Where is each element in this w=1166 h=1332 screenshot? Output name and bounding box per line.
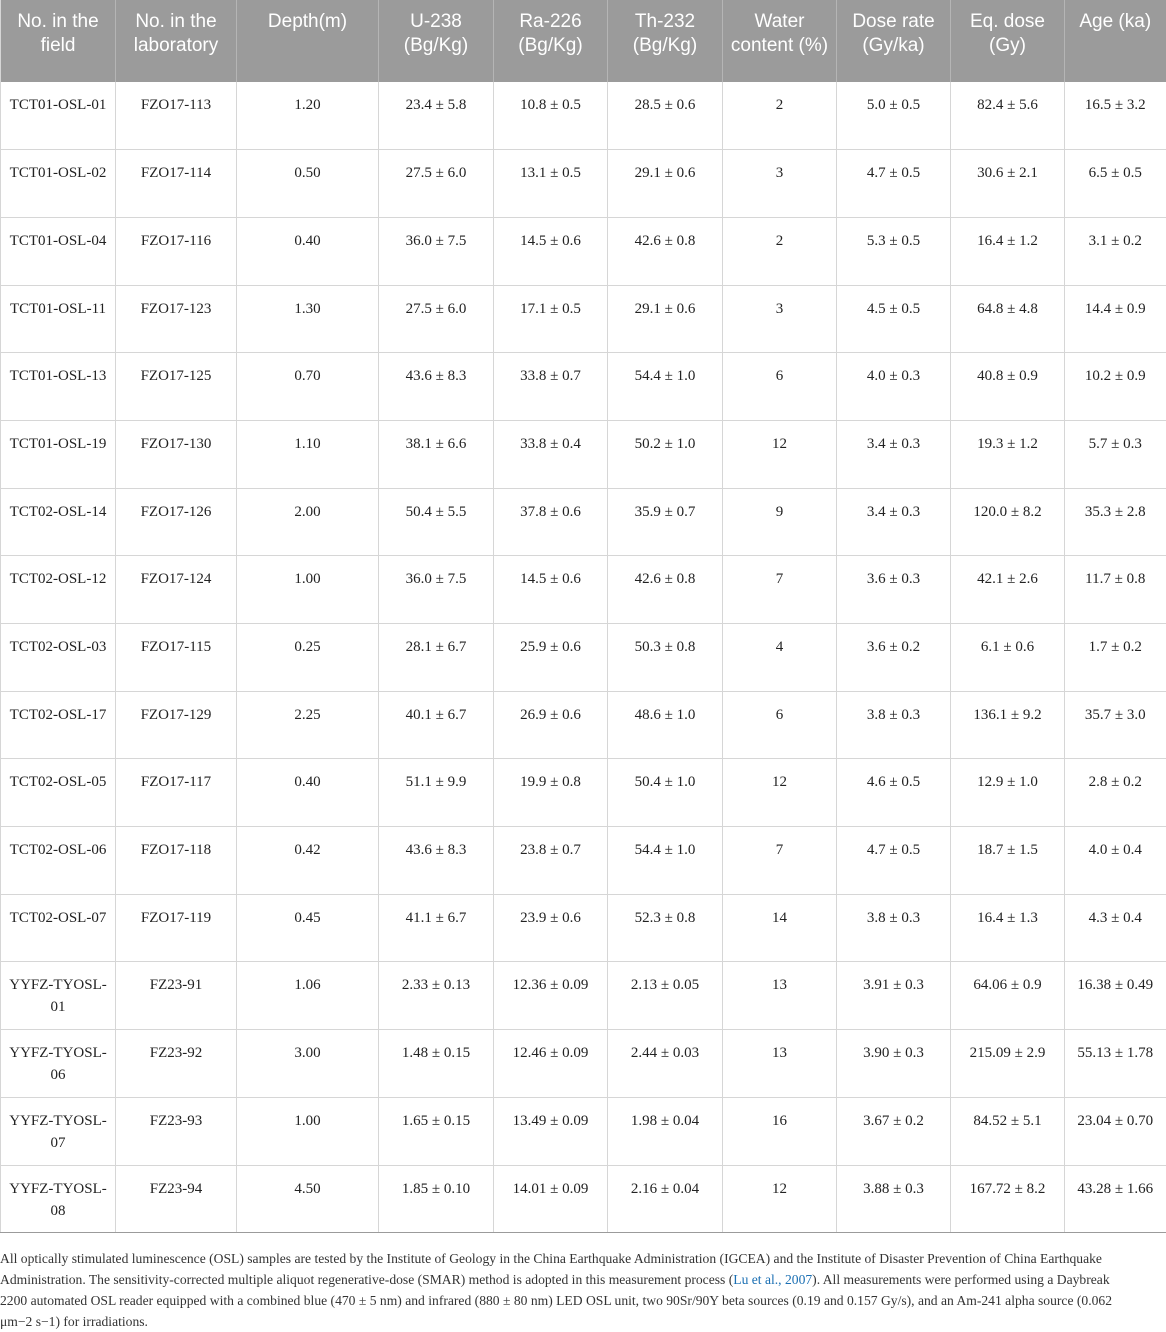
table-cell: TCT02-OSL-14 <box>1 488 116 556</box>
table-cell: 12.9 ± 1.0 <box>951 759 1065 827</box>
footnote-text-after: ). All measurements were performed using a Daybreak 2200 automated OSL reader equipped with a combined blue (470 ± 5 nm) and infrared (880 ± 80 nm) LED OSL unit, two 90Sr/90Y beta sources (0.19 and 0.157 Gy/s), and an Am-241 alpha source (0.062 μm−2 s−1) for irradiations. <box>0 1272 1112 1329</box>
table-cell: TCT01-OSL-13 <box>1 353 116 421</box>
table-cell: YYFZ-TYOSL-08 <box>1 1165 116 1233</box>
table-cell: 167.72 ± 8.2 <box>951 1165 1065 1233</box>
table-cell: 51.1 ± 9.9 <box>379 759 494 827</box>
table-cell: 2.8 ± 0.2 <box>1065 759 1166 827</box>
table-cell: 50.4 ± 5.5 <box>379 488 494 556</box>
table-cell: 2 <box>723 82 837 150</box>
table-cell: 54.4 ± 1.0 <box>608 827 723 895</box>
table-cell: 2.44 ± 0.03 <box>608 1030 723 1098</box>
table-cell: 23.8 ± 0.7 <box>494 827 608 895</box>
table-cell: 5.7 ± 0.3 <box>1065 420 1166 488</box>
table-cell: 2.16 ± 0.04 <box>608 1165 723 1233</box>
table-cell: FZO17-124 <box>116 556 237 624</box>
table-row <box>1 488 1166 556</box>
table-cell: 35.7 ± 3.0 <box>1065 691 1166 759</box>
table-cell: 3.4 ± 0.3 <box>837 488 951 556</box>
column-header: Eq. dose (Gy) <box>951 0 1065 82</box>
table-cell: 64.8 ± 4.8 <box>951 285 1065 353</box>
table-cell: 3.8 ± 0.3 <box>837 691 951 759</box>
table-cell: 6.1 ± 0.6 <box>951 624 1065 692</box>
table-cell: 4.0 ± 0.4 <box>1065 827 1166 895</box>
table-row <box>1 1165 1166 1233</box>
table-cell: 33.8 ± 0.7 <box>494 353 608 421</box>
table-cell: 1.10 <box>237 420 379 488</box>
table-cell: 35.9 ± 0.7 <box>608 488 723 556</box>
table-cell: 3.88 ± 0.3 <box>837 1165 951 1233</box>
table-cell: 13.1 ± 0.5 <box>494 150 608 218</box>
table-cell: 84.52 ± 5.1 <box>951 1097 1065 1165</box>
table-cell: TCT01-OSL-11 <box>1 285 116 353</box>
table-cell: 1.7 ± 0.2 <box>1065 624 1166 692</box>
table-cell: FZO17-119 <box>116 894 237 962</box>
table-cell: 13 <box>723 1030 837 1098</box>
table-cell: 52.3 ± 0.8 <box>608 894 723 962</box>
table-cell: 0.25 <box>237 624 379 692</box>
table-cell: 1.85 ± 0.10 <box>379 1165 494 1233</box>
table-cell: 16.4 ± 1.2 <box>951 217 1065 285</box>
table-cell: 4 <box>723 624 837 692</box>
table-cell: 54.4 ± 1.0 <box>608 353 723 421</box>
column-header: No. in the field <box>1 0 116 82</box>
table-cell: YYFZ-TYOSL-06 <box>1 1030 116 1098</box>
table-cell: 36.0 ± 7.5 <box>379 217 494 285</box>
table-cell: 16.38 ± 0.49 <box>1065 962 1166 1030</box>
table-cell: 37.8 ± 0.6 <box>494 488 608 556</box>
column-header: Th-232 (Bg/Kg) <box>608 0 723 82</box>
table-cell: TCT01-OSL-04 <box>1 217 116 285</box>
table-cell: 0.45 <box>237 894 379 962</box>
table-cell: TCT01-OSL-19 <box>1 420 116 488</box>
column-header: Ra-226 (Bg/Kg) <box>494 0 608 82</box>
table-cell: FZ23-91 <box>116 962 237 1030</box>
table-cell: 1.20 <box>237 82 379 150</box>
table-cell: FZO17-117 <box>116 759 237 827</box>
table-cell: 14.4 ± 0.9 <box>1065 285 1166 353</box>
table-row <box>1 420 1166 488</box>
table-cell: FZO17-118 <box>116 827 237 895</box>
table-cell: 28.5 ± 0.6 <box>608 82 723 150</box>
table-cell: 1.00 <box>237 556 379 624</box>
table-cell: 3 <box>723 150 837 218</box>
table-cell: 40.1 ± 6.7 <box>379 691 494 759</box>
table-cell: 2.33 ± 0.13 <box>379 962 494 1030</box>
table-row <box>1 353 1166 421</box>
table-cell: FZO17-115 <box>116 624 237 692</box>
table-cell: 4.5 ± 0.5 <box>837 285 951 353</box>
table-cell: 23.9 ± 0.6 <box>494 894 608 962</box>
table-cell: 12 <box>723 1165 837 1233</box>
table-cell: YYFZ-TYOSL-07 <box>1 1097 116 1165</box>
table-cell: 12 <box>723 420 837 488</box>
table-cell: 6 <box>723 353 837 421</box>
table-cell: 35.3 ± 2.8 <box>1065 488 1166 556</box>
table-row <box>1 556 1166 624</box>
table-cell: FZ23-94 <box>116 1165 237 1233</box>
table-cell: 82.4 ± 5.6 <box>951 82 1065 150</box>
table-cell: 3.4 ± 0.3 <box>837 420 951 488</box>
table-cell: FZO17-113 <box>116 82 237 150</box>
table-cell: TCT02-OSL-03 <box>1 624 116 692</box>
table-cell: 16 <box>723 1097 837 1165</box>
table-cell: 29.1 ± 0.6 <box>608 285 723 353</box>
table-cell: 27.5 ± 6.0 <box>379 285 494 353</box>
table-cell: 23.4 ± 5.8 <box>379 82 494 150</box>
table-cell: 3.90 ± 0.3 <box>837 1030 951 1098</box>
table-footnote <box>0 1248 1135 1332</box>
table-cell: 12.46 ± 0.09 <box>494 1030 608 1098</box>
table-cell: TCT02-OSL-07 <box>1 894 116 962</box>
table-row <box>1 759 1166 827</box>
table-cell: 5.3 ± 0.5 <box>837 217 951 285</box>
column-header: Age (ka) <box>1065 0 1166 82</box>
table-cell: 4.7 ± 0.5 <box>837 827 951 895</box>
table-cell: 2.25 <box>237 691 379 759</box>
table-cell: 2 <box>723 217 837 285</box>
table-cell: 23.04 ± 0.70 <box>1065 1097 1166 1165</box>
table-cell: FZO17-129 <box>116 691 237 759</box>
citation-link[interactable]: Lu et al., 2007 <box>733 1272 813 1287</box>
table-cell: FZO17-116 <box>116 217 237 285</box>
table-cell: 3.1 ± 0.2 <box>1065 217 1166 285</box>
table-cell: FZO17-130 <box>116 420 237 488</box>
table-cell: FZ23-93 <box>116 1097 237 1165</box>
table-cell: FZO17-126 <box>116 488 237 556</box>
table-row <box>1 894 1166 962</box>
table-cell: 4.3 ± 0.4 <box>1065 894 1166 962</box>
table-cell: 48.6 ± 1.0 <box>608 691 723 759</box>
table-cell: 64.06 ± 0.9 <box>951 962 1065 1030</box>
table-cell: 3.6 ± 0.3 <box>837 556 951 624</box>
table-cell: 7 <box>723 827 837 895</box>
table-cell: 3.6 ± 0.2 <box>837 624 951 692</box>
table-cell: 0.70 <box>237 353 379 421</box>
table-cell: FZ23-92 <box>116 1030 237 1098</box>
table-cell: TCT01-OSL-02 <box>1 150 116 218</box>
table-cell: 4.0 ± 0.3 <box>837 353 951 421</box>
table-cell: 2.13 ± 0.05 <box>608 962 723 1030</box>
table-cell: 5.0 ± 0.5 <box>837 82 951 150</box>
table-cell: 136.1 ± 9.2 <box>951 691 1065 759</box>
table-cell: 19.9 ± 0.8 <box>494 759 608 827</box>
table-cell: 19.3 ± 1.2 <box>951 420 1065 488</box>
table-cell: 3.91 ± 0.3 <box>837 962 951 1030</box>
table-cell: 40.8 ± 0.9 <box>951 353 1065 421</box>
table-row <box>1 82 1166 150</box>
table-cell: 0.42 <box>237 827 379 895</box>
table-row <box>1 1030 1166 1098</box>
table-cell: 18.7 ± 1.5 <box>951 827 1065 895</box>
table-cell: FZO17-125 <box>116 353 237 421</box>
table-row <box>1 1097 1166 1165</box>
table-cell: 0.50 <box>237 150 379 218</box>
table-cell: 3.8 ± 0.3 <box>837 894 951 962</box>
table-cell: 26.9 ± 0.6 <box>494 691 608 759</box>
table-body <box>1 82 1166 1233</box>
table-cell: 1.06 <box>237 962 379 1030</box>
table-cell: 43.6 ± 8.3 <box>379 827 494 895</box>
table-cell: 41.1 ± 6.7 <box>379 894 494 962</box>
table-cell: 4.7 ± 0.5 <box>837 150 951 218</box>
table-cell: 50.2 ± 1.0 <box>608 420 723 488</box>
table-cell: FZO17-114 <box>116 150 237 218</box>
table-row <box>1 691 1166 759</box>
table-cell: 38.1 ± 6.6 <box>379 420 494 488</box>
table-cell: TCT02-OSL-17 <box>1 691 116 759</box>
table-cell: 7 <box>723 556 837 624</box>
table-cell: 10.2 ± 0.9 <box>1065 353 1166 421</box>
table-cell: 13 <box>723 962 837 1030</box>
table-cell: 0.40 <box>237 759 379 827</box>
table-cell: TCT02-OSL-06 <box>1 827 116 895</box>
table-cell: 9 <box>723 488 837 556</box>
table-cell: 3.67 ± 0.2 <box>837 1097 951 1165</box>
column-header: No. in the laboratory <box>116 0 237 82</box>
column-header: Water content (%) <box>723 0 837 82</box>
table-cell: YYFZ-TYOSL-01 <box>1 962 116 1030</box>
table-cell: 14.5 ± 0.6 <box>494 217 608 285</box>
table-cell: 27.5 ± 6.0 <box>379 150 494 218</box>
table-cell: TCT01-OSL-01 <box>1 82 116 150</box>
table-cell: 17.1 ± 0.5 <box>494 285 608 353</box>
table-cell: 14.5 ± 0.6 <box>494 556 608 624</box>
table-cell: 12 <box>723 759 837 827</box>
table-header <box>1 0 1166 82</box>
table-cell: 25.9 ± 0.6 <box>494 624 608 692</box>
table-cell: 13.49 ± 0.09 <box>494 1097 608 1165</box>
table-cell: 28.1 ± 6.7 <box>379 624 494 692</box>
table-cell: 2.00 <box>237 488 379 556</box>
table-row <box>1 150 1166 218</box>
table-cell: 29.1 ± 0.6 <box>608 150 723 218</box>
table-cell: 42.6 ± 0.8 <box>608 556 723 624</box>
table-cell: 4.50 <box>237 1165 379 1233</box>
table-cell: 1.48 ± 0.15 <box>379 1030 494 1098</box>
table-cell: 43.6 ± 8.3 <box>379 353 494 421</box>
table-cell: TCT02-OSL-12 <box>1 556 116 624</box>
table-cell: 42.1 ± 2.6 <box>951 556 1065 624</box>
column-header: Depth(m) <box>237 0 379 82</box>
table-cell: 1.30 <box>237 285 379 353</box>
table-cell: 14 <box>723 894 837 962</box>
table-cell: 12.36 ± 0.09 <box>494 962 608 1030</box>
table-cell: 33.8 ± 0.4 <box>494 420 608 488</box>
table-cell: 50.4 ± 1.0 <box>608 759 723 827</box>
table-cell: 1.98 ± 0.04 <box>608 1097 723 1165</box>
table-cell: 16.5 ± 3.2 <box>1065 82 1166 150</box>
table-cell: 55.13 ± 1.78 <box>1065 1030 1166 1098</box>
table-cell: 43.28 ± 1.66 <box>1065 1165 1166 1233</box>
table-cell: 42.6 ± 0.8 <box>608 217 723 285</box>
table-cell: 120.0 ± 8.2 <box>951 488 1065 556</box>
table-cell: 1.00 <box>237 1097 379 1165</box>
column-header: Dose rate (Gy/ka) <box>837 0 951 82</box>
table-cell: FZO17-123 <box>116 285 237 353</box>
table-row <box>1 217 1166 285</box>
table-cell: 4.6 ± 0.5 <box>837 759 951 827</box>
table-cell: 36.0 ± 7.5 <box>379 556 494 624</box>
table-cell: 50.3 ± 0.8 <box>608 624 723 692</box>
table-row <box>1 962 1166 1030</box>
table-cell: 6.5 ± 0.5 <box>1065 150 1166 218</box>
table-cell: 215.09 ± 2.9 <box>951 1030 1065 1098</box>
table-cell: 10.8 ± 0.5 <box>494 82 608 150</box>
table-cell: TCT02-OSL-05 <box>1 759 116 827</box>
table-cell: 1.65 ± 0.15 <box>379 1097 494 1165</box>
table-cell: 30.6 ± 2.1 <box>951 150 1065 218</box>
table-cell: 3.00 <box>237 1030 379 1098</box>
table-cell: 0.40 <box>237 217 379 285</box>
table-cell: 3 <box>723 285 837 353</box>
table-row <box>1 624 1166 692</box>
footnote-text-before: All optically stimulated luminescence (OSL) samples are tested by the Institute of Geology in the China Earthquake Administration (IGCEA) and the Institute of Disaster Prevention of China Earthquake Administration. The sensitivity-corrected multiple aliquot regenerative-dose (SMAR) method is adopted in this measurement process ( <box>0 1251 1102 1287</box>
table-cell: 14.01 ± 0.09 <box>494 1165 608 1233</box>
table-cell: 16.4 ± 1.3 <box>951 894 1065 962</box>
header-row <box>1 0 1166 82</box>
column-header: U-238 (Bg/Kg) <box>379 0 494 82</box>
table-cell: 6 <box>723 691 837 759</box>
table-row <box>1 827 1166 895</box>
table-cell: 11.7 ± 0.8 <box>1065 556 1166 624</box>
table-row <box>1 285 1166 353</box>
